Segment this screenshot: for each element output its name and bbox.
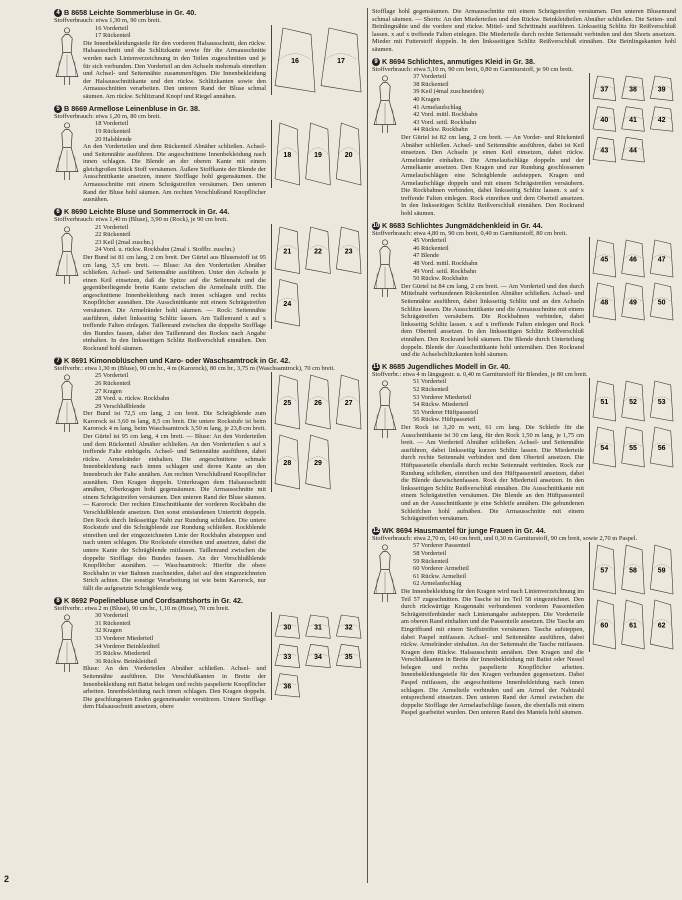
pattern-piece-number: 25	[283, 400, 292, 408]
fashion-figure-illustration	[54, 224, 80, 284]
pattern-section	[54, 596, 364, 711]
section-body	[372, 378, 676, 522]
pattern-piece-number: 45	[600, 256, 609, 264]
fabric-requirement: Stoffverbrauch: etwa 1,20 m, 80 cm breit.	[54, 112, 161, 120]
pattern-piece-item: 44 Rückw. Rockbahn	[413, 126, 468, 134]
pattern-piece-number: 49	[629, 299, 637, 307]
pattern-piece-item: 16 Vorderteil	[95, 24, 129, 32]
fabric-requirement: Stoffverbrauch: etwa 2,70 m, 140 cm breit, und 0,30 m Garniturstoff, 90 cm breit, sowie 2,70 m Paspel.	[372, 534, 638, 542]
sewing-instructions: Der Gürtel ist 84 cm lang, 2 cm breit. — Am Vorderteil und den durch Mittelnaht verbundenen Rückenteilen Abnäher schließen. Achsel- und Seitennähte ausführen, dabei linksseitig Schlitz und an den Achseln Schlitze lassen. Die Ausschnittkante und die Armausschnitte mit einem Schrägstreifen versäubern. Die Rockbahnen verbinden, dabei linksseitig Schlitz lassen. x auf x treffende Falten einlegen und Rock dem Oberteil ansetzen. In den linksseitigen Schlitz Reißverschluß einnähen. Den Rockrand hohl säumen. Die Blende durch Unterteilung doppeln. Blende der Ausschnittkante hohl unternähen. Den Rockrand und die Achselschlitzkanten hohl säumen.	[401, 282, 584, 359]
sewing-instructions: Der Gürtel ist 82 cm lang, 2 cm breit. — An Vorder- und Rückenteil Abnäher schließen. Achsel- und Seitennähte ausführen, dabei ist Keil einsetzen. Den Achseln je einen Keil einsetzen, dabei rückw. Armelränder einhalten. Die Armelaufschläge doppeln und der Armelkante ansetzen. Den Kragen und zur Rundung geschlossenen Armelaufschlägen eine Schrägblende aufsteppen. Kragen und Armelaufschläge doppeln und mit einem Schrägstreifen versäubern. Die Rockbahnen verbinden, dabei linksseitig Schlitz lassen. x auf x treffende Falten einlegen. Rock einreihen und dem Oberteil ansetzen. In den linksseitigen Schlitz Reißverschluß einnähen. Den Rockrand hohl säumen.	[401, 134, 584, 217]
model-code: K 8690	[64, 206, 88, 216]
section-heading	[54, 356, 364, 365]
pattern-piece-number: 27	[344, 400, 353, 408]
sewing-instructions: Der Bund ist 72,5 cm lang, 2 cm breit. Die Schrägblende zum Karorock ist 3,60 m lang, 8,5 cm breit. Die untere Rockstufe ist beim Karorock 4 m lang, beim Waschsamtrock 3,50 m lang, je 23,8 cm breit. Der Gürtel ist 95 cm lang, 4 cm breit. — Bluse: An den Vorderteilen und dem Rückenteil Abnäher schließen. An den Vorderteilen x auf x treffende Falte einbügeln. Achsel- und Seitennähte ausführen, dabei rückw. Armelränder einhalten. Die angeschnittene schmale Innenbekleidung nach innen schlagen und deren Kante an den Innenbruch der Falte annähen. Am rechten Verschlußrand Knopflöcher ausnähen. Den Kragen doppeln. Unterkragen dem Halsausschnitt annähen, Oberkragen hohl gegensäumen. Die Armausschnitte mit einem Schrägstreifen versäumen. Den unteren Rand der Bluse säumen. — Karorock: Der rechten Einschnittkante der vorderen Rockbahn die Verschlußblende ansetzen. Den sonst entstandenen Untertritt doppeln. Den Rock durch linksseitige Naht zur Rundung schließen. Die untere Rockstufe und die Schrägblende zur Rundung schließen. Rockblende einreihen und der eingezeichneten Linie der Rockbahn absteppen und nach unten schlagen. Die Rockstufe einreihen und ansetzen, dabei die untere Kante der Schrägblende mitfassen. Taillenrand zwischen die doppelte Stofflage des Bundes fassen. An der Verschlußblende Knopflöcher ausnähen. — Waschsamtrock: Hierfür die obere Rockbahn in vier Bahnen zuschneiden, dabei auf den eingezeichneten Strich achten. Die sonstige Verarbeitung ist wie beim Karorock, nur fällt die aufgesetzte Schrägblende weg.	[83, 410, 266, 592]
sewing-instructions: Die Innenbekleidung für den Kragen wird nach Linienverzeichnung im Teil 57 zugeschnitten. Die Tasche ist im Teil 58 eingezeichnet. Den durch rückwärtige Kragennaht verbundenen vorderen Passenteilen Schrägstreifenbänder nach Linienangabe aufsteppen. Die Vorderteile am oberen Rand einhalten und die Passenteile ansetzen. Die Tasche am Eingriffrand mit einem Stoffstreifen versäumen. Tasche aufsteppen, dabei Paspel mitfassen. Achsel- und Seitennähte ausführen, dabei rückw. Armelränder einhalten. An der Seitennaht die Tasche mitfassen. Kragen dem Rückw. Halsausschnitt annähen. Den Kragen und die Verschlußkanten in Breite der Innenbekleidung mit Batist oder Nessel belegen und rechts paspelierte Knopflöcher arbeiten. Innenbekleidungsteile für den Kragen verbunden gegensetzen. Dabei Paspel mitfassen, die angeschnittene Innenbekleidung nach innen schlagen. Die Armelteile verbinden und am Armel der Nahtzahl entsprechend einsetzen. Den unteren Rand der Armel zwischen die doppelte Stofflage der Armelaufschläge fassen, die ebenfalls mit einem Paspel gearbeitet wurden. Den unteren Rand des Mantels hohl säumen.	[401, 587, 584, 717]
pattern-piece-item: 31 Rückenteil	[95, 619, 131, 627]
model-code: B 8658	[64, 8, 88, 17]
model-title: Schlichtes, anmutiges Kleid in Gr. 38.	[407, 56, 536, 66]
pattern-piece-item: 28 Vord. u. rückw. Rockbahn	[95, 395, 170, 403]
model-code: K 8692	[64, 595, 88, 605]
pattern-piece-item: 27 Kragen	[95, 387, 122, 395]
pattern-piece-number: 52	[629, 399, 637, 407]
pattern-piece-item: 33 Vorderer Miederteil	[95, 635, 154, 642]
pattern-piece-list	[83, 372, 266, 410]
pattern-piece-item: 60 Vorderer Armelteil	[413, 565, 469, 573]
section-number: 5	[54, 105, 62, 113]
instructions	[83, 372, 266, 592]
pattern-piece-number: 40	[600, 117, 609, 125]
pattern-piece-item: 55 Vorderer Hüftpasseteil	[413, 408, 479, 416]
section-heading	[54, 8, 364, 17]
pattern-piece-item: 17 Rückenteil	[95, 32, 131, 40]
pattern-diagram	[271, 372, 364, 492]
fashion-figure-illustration	[54, 612, 80, 672]
pattern-piece-item: 52 Rückenteil	[413, 386, 449, 393]
model-title: Schlichtes Jungmädchenkleid in Gr. 44.	[407, 220, 543, 230]
pattern-piece-number: 37	[600, 86, 609, 94]
pattern-piece-number: 47	[657, 256, 666, 264]
pattern-piece-item: 30 Vorderteil	[95, 612, 129, 620]
pattern-piece-item: 20 Halsblende	[95, 135, 132, 143]
pattern-piece-item: 25 Vorderteil	[95, 372, 129, 380]
pattern-piece-item: 45 Vorderteil	[413, 237, 447, 245]
pattern-piece-number: 32	[344, 624, 353, 632]
pattern-piece-item: 43 Vord. seitl. Rockbahn	[413, 118, 477, 126]
section-body	[54, 372, 364, 592]
pattern-piece-number: 34	[314, 654, 322, 662]
instructions	[83, 25, 266, 101]
model-title: Leichte Bluse und Sommerrock in Gr. 44.	[89, 206, 230, 216]
pattern-piece-number: 28	[283, 460, 292, 468]
pattern-piece-number: 17	[337, 57, 345, 65]
pattern-section	[372, 57, 676, 218]
fabric-requirement: Stoffverbr.: etwa 2 m (Bluse), 90 cm br., 1,10 m (Hose), 70 cm breit.	[54, 604, 230, 612]
fashion-figure-illustration	[372, 237, 398, 297]
left-column	[54, 8, 364, 714]
instructions	[401, 73, 584, 217]
section-number: 12	[372, 527, 380, 534]
pattern-piece-item: 59 Rückenteil	[413, 557, 449, 565]
fashion-figure-illustration	[372, 542, 398, 602]
pattern-piece-item: 36 Rückw. Beinkleidteil	[95, 657, 157, 665]
pattern-piece-item: 26 Rückenteil	[95, 379, 131, 387]
pattern-piece-item: 50 Rückw. Rockbahn	[413, 275, 468, 283]
instructions	[83, 612, 266, 711]
pattern-piece-number: 26	[314, 400, 322, 408]
pattern-piece-number: 23	[344, 247, 353, 255]
pattern-piece-number: 44	[629, 147, 637, 155]
pattern-piece-number: 43	[600, 147, 609, 155]
model-code: K 8691	[64, 355, 88, 365]
pattern-piece-item: 57 Vorderer Passenteil	[413, 542, 471, 550]
model-code: B 8669	[64, 103, 88, 113]
pattern-section	[372, 526, 676, 717]
instructions	[83, 120, 266, 204]
right-column	[372, 8, 676, 720]
pattern-piece-number: 39	[657, 86, 666, 94]
model-title: Jugendliches Modell in Gr. 40.	[407, 361, 511, 371]
pattern-piece-number: 18	[283, 152, 292, 160]
pattern-piece-number: 59	[657, 567, 666, 575]
pattern-piece-list	[401, 73, 584, 134]
sewing-instructions: Bluse: An den Vorderteilen Abnäher schließen. Achsel- und Seitennähte ausführen. Die Verschlußkanten in Breite der Innenbekleidung mit Batist belegen und rechts paspelierte Knopflöcher arbeiten. Innenbekleidung nach innen schlagen. Den Kragen doppeln. Die geschlungenen Enden gegeneinander verstürzen. Untere Stofflage dem Halsausschnitt ansetzen, obere	[83, 665, 266, 711]
section-number: 11	[372, 363, 380, 370]
model-title: Hausmantel für junge Frauen in Gr. 44.	[413, 525, 546, 535]
pattern-piece-item: 19 Rückenteil	[95, 127, 131, 135]
pattern-diagram	[271, 120, 364, 188]
section-body	[54, 612, 364, 711]
section-body	[372, 73, 676, 217]
column-divider	[367, 8, 368, 883]
instructions	[83, 224, 266, 353]
pattern-piece-item: 46 Rückenteil	[413, 244, 449, 252]
fashion-figure-illustration	[372, 73, 398, 133]
model-code: K 8685	[382, 361, 406, 371]
pattern-piece-item: 48 Vord. mittl. Rockbahn	[413, 260, 478, 267]
section-body	[54, 120, 364, 204]
section-number: 9	[372, 58, 380, 66]
section-number: 10	[372, 222, 380, 229]
pattern-piece-number: 42	[657, 117, 666, 125]
model-title: Popelinebluse und Cordsamtshorts in Gr. 42.	[89, 595, 243, 605]
section-body	[372, 542, 676, 717]
pattern-piece-number: 41	[629, 117, 637, 125]
continued-text: Stofflage hohl gegensäumen. Die Armausschnitte mit einem Schrägstreifen versäumen. Den unteren Blusenrand schmal säumen. — Shorts: An den Miederteilen und den Rückw. Beinkleidteilen Abnäher schließen. Die Seiten- und Beinlingnähte und die vordere und rückw. Mittel- und Schrittnaht ausführen. Linksseitig Schlitz für Reißverschluß lassen. x auf x treffende Falten einlegen. Die Miederteile durch rechte Seitennaht verbinden und den Shorts ansetzen. Mieder mit Futterstoff doppeln. In den linksseitigen Schlitz Reißverschluß einnähen. Die Beinlingskanten hohl säumen.	[372, 8, 676, 53]
pattern-piece-item: 24 Vord. u. rückw. Rockbahn (2mal i. Stoffbr. zuschn.)	[95, 246, 235, 254]
pattern-diagram	[271, 25, 364, 95]
pattern-piece-number: 21	[283, 247, 292, 255]
pattern-section	[54, 356, 364, 593]
pattern-piece-number: 33	[283, 654, 292, 662]
section-body	[54, 224, 364, 353]
instructions	[401, 378, 584, 522]
pattern-piece-list	[401, 237, 584, 283]
pattern-piece-item: 62 Armelaufschlag	[413, 580, 462, 588]
model-title: Armellose Leinenbluse in Gr. 38.	[88, 103, 200, 113]
pattern-piece-number: 24	[283, 300, 292, 308]
instructions	[401, 542, 584, 717]
fashion-figure-illustration	[54, 25, 80, 85]
model-title: Kimonoblüschen und Karo- oder Waschsamtrock in Gr. 42.	[89, 355, 291, 365]
section-heading	[372, 57, 676, 66]
pattern-piece-list	[83, 25, 266, 40]
pattern-piece-number: 36	[283, 683, 292, 691]
pattern-piece-number: 35	[344, 654, 353, 662]
section-heading	[54, 207, 364, 216]
section-body	[372, 237, 676, 359]
pattern-piece-item: 39 Keil (4mal zuschneiden)	[413, 88, 484, 96]
pattern-piece-item: 23 Keil (2mal zuschn.)	[95, 238, 154, 246]
pattern-piece-number: 31	[314, 624, 322, 632]
pattern-piece-item: 47 Blende	[413, 252, 440, 260]
pattern-piece-number: 48	[600, 299, 609, 307]
section-heading	[372, 526, 676, 535]
pattern-piece-item: 53 Vorderer Miederteil	[413, 393, 472, 401]
pattern-piece-number: 54	[600, 445, 609, 453]
pattern-piece-number: 61	[629, 622, 637, 630]
page-number: 2	[4, 874, 10, 884]
model-code: K 8694	[382, 56, 406, 66]
pattern-piece-item: 61 Rückw. Armelteil	[413, 572, 467, 580]
pattern-piece-list	[83, 612, 266, 665]
sewing-instructions: An den Vorderteilen und dem Rückenteil Abnäher schließen. Achsel- und Seitennähte ausführen. Die angeschnittene Innenbekleidung nach innen schlagen. Die Blende an der oberen Kante mit einem gleichgroßen Stück Stoff versäumen. Äußere Stoffkante der Blende der Ausschnittkante ansetzen, innere Stofflage hohl gegensäumen. Die Armausschnitte mit einem Schrägstreifen versäumen. Den unteren Rand der Bluse hohl säumen. Am rechten Verschlußrand Knopflöcher ausnähen.	[83, 143, 266, 204]
pattern-piece-number: 55	[629, 445, 637, 453]
pattern-piece-item: 49 Vord. seitl. Rockbahn	[413, 267, 477, 275]
sewing-instructions: Die Innenbekleidungsteile für den vorderen Halsausschnitt, den rückw. Halsausschnitt und die Schlitzkante sowie für die Armausschnitte werden nach Linienverzeichnung in den Teilen zugeschnitten und je für sich verbunden. Den Vorderteil an den Achseln mehrmals einreihen und Achsel- und Seitennähte zusammenfügen. Die Innenbekleidung der Halsausschnittkante und den rückw. Schlitzkanten sowie den Armausschnitten verarbeiten. Den unteren Rand der Bluse schmal säumen. Am rückw. Schlitzrand Knopf und Riegel annähen.	[83, 39, 266, 101]
pattern-piece-number: 58	[629, 567, 637, 575]
pattern-section	[372, 221, 676, 359]
sewing-instructions: Der Bund ist 81 cm lang, 2 cm breit. Der Gürtel aus Blusenstoff ist 95 cm lang, 3,5 cm breit. — Bluse: An den Vorderteilen Abnäher schließen. Achsel- und Seitennähte ausführen. Unter den Achseln je einen Keil einsetzen, daß die Spitze auf die Seitennaht und die gegenüberliegende breite Kante zwischen die Armelnaht trifft. Die angeschnittene Innenbekleidung nach innen schlagen und rechts Knopflöcher ausnähen. Die Ausschnittkante mit einem Schrägstreifen versäumen. Die Armelränder hohl säumen. — Rock: Seitennähte ausführen, dabei linksseitig Schlitz lassen. Am Taillenrand x auf x treffende Falten einlegen. Taillenrand zwischen die doppelte Stofflage des Bundes fassen, dabei den Taillenrand des Rockes nach Angabe einhalten. In den linksseitigen Schlitz Reißverschluß einnähen. Den Rockrand hohl säumen.	[83, 253, 266, 353]
pattern-piece-item: 37 Vorderteil	[413, 73, 447, 81]
pattern-piece-item: 56 Rückw. Hüftpasseteil	[413, 416, 476, 424]
pattern-piece-item: 21 Vorderteil	[95, 223, 129, 231]
pattern-piece-item: 40 Kragen	[413, 96, 440, 104]
sewing-instructions: Der Rock ist 3,20 m weit, 61 cm lang. Die Schleife für die Ausschnittkante ist 30 cm lang, für den Rock 1,50 m lang, je 1,75 cm breit. — Am Vorderteil Abnäher schließen. Achsel- und Seitennähte ausführen, dabei linksseitig kurzen Schlitz lassen. Die Miederteile durch rechte Seitennaht verbinden und dem Oberteil ansetzen. Die Hüftpasseteile ebenfalls durch rechte Seitennaht verbinden. Rock zur Rundung schließen, einreihen und den Hüftpassenteil ansetzen, dabei die Blende dazwischenfassen. Rock der Miederteil ansetzen. In den linksseitigen Schlitz Reißverschluß einnähen. Die Ausschnittkante mit einem Schrägstreifen versäumen. Die Blende an den Hüftpassenteil und an der Ausschnittkante je eine Schleife annähen. Die gebundenen Schleifchen hohl aufnähen. Die Armausschnitte mit einem Schrägstreifen versäumen.	[401, 423, 584, 523]
pattern-piece-number: 51	[600, 399, 609, 407]
pattern-diagram	[589, 378, 676, 470]
pattern-piece-item: 18 Vorderteil	[95, 120, 129, 128]
section-number: 7	[54, 357, 62, 365]
pattern-piece-number: 16	[291, 57, 299, 65]
pattern-piece-item: 42 Vord. mittl. Rockbahn	[413, 111, 478, 119]
pattern-diagram	[589, 237, 676, 323]
pattern-piece-number: 38	[629, 86, 637, 94]
pattern-piece-item: 41 Armelaufschlag	[413, 103, 462, 111]
fabric-requirement: Stoffverbr.: etwa 4 m längsgestr. u. 0,40 m Garniturstoff für Blenden, je 80 cm breit.	[372, 370, 588, 378]
instructions	[401, 237, 584, 359]
section-heading	[54, 104, 364, 113]
section-heading	[54, 596, 364, 605]
pattern-piece-item: 38 Rückenteil	[413, 80, 449, 88]
section-body	[54, 25, 364, 101]
fabric-requirement: Stoffverbr.: etwa 1,30 m (Bluse), 90 cm br., 4 m (Karorock), 80 cm br., 3,75 m (Waschsamtrock), 70 cm breit.	[54, 364, 335, 372]
pattern-diagram	[271, 612, 364, 700]
pattern-piece-number: 30	[283, 624, 292, 632]
section-number: 4	[54, 9, 62, 17]
pattern-piece-list	[401, 542, 584, 588]
pattern-piece-list	[83, 224, 266, 254]
pattern-diagram	[589, 73, 676, 165]
fashion-figure-illustration	[54, 120, 80, 180]
pattern-section	[54, 8, 364, 101]
section-number: 6	[54, 208, 62, 216]
pattern-piece-item: 34 Vorderer Beinkleidteil	[95, 642, 160, 650]
fashion-figure-illustration	[54, 372, 80, 432]
pattern-piece-list	[83, 120, 266, 143]
pattern-piece-number: 20	[344, 152, 353, 160]
pattern-piece-list	[401, 378, 584, 424]
fabric-requirement: Stoffverbrauch: etwa 1,40 m (Bluse), 3,90 m (Rock), je 90 cm breit.	[54, 215, 228, 223]
pattern-piece-number: 46	[629, 256, 637, 264]
pattern-piece-item: 22 Rückenteil	[95, 231, 131, 239]
pattern-piece-item: 32 Kragen	[95, 627, 122, 635]
pattern-diagram	[589, 542, 676, 652]
fashion-figure-illustration	[372, 378, 398, 438]
pattern-piece-number: 56	[657, 445, 666, 453]
pattern-piece-item: 58 Vorderteil	[413, 549, 447, 557]
fabric-requirement: Stoffverbrauch: etwa 5,10 m, 90 cm breit, 0,80 m Garniturstoff, je 90 cm breit.	[372, 65, 574, 73]
section-heading	[372, 362, 676, 371]
model-code: K 8683	[382, 220, 406, 230]
pattern-piece-number: 57	[600, 567, 609, 575]
pattern-piece-number: 53	[657, 399, 666, 407]
pattern-section	[54, 104, 364, 204]
fabric-requirement: Stoffverbrauch: etwa 4,80 m, 90 cm breit, 0,40 m Garniturstoff, 80 cm breit.	[372, 229, 567, 237]
section-heading	[372, 221, 676, 230]
pattern-piece-number: 60	[600, 622, 609, 630]
pattern-piece-item: 51 Vorderteil	[413, 378, 447, 386]
fabric-requirement: Stoffverbrauch: etwa 1,30 m, 90 cm breit.	[54, 17, 161, 25]
pattern-piece-number: 19	[314, 152, 322, 160]
model-code: WK 8694	[382, 525, 412, 535]
section-number: 8	[54, 597, 62, 605]
pattern-piece-item: 35 Rückw. Miederteil	[95, 650, 151, 658]
pattern-piece-number: 50	[657, 299, 666, 307]
model-title: Leichte Sommerbluse in Gr. 40.	[89, 8, 197, 17]
pattern-piece-item: 54 Rückw. Miederteil	[413, 401, 469, 409]
pattern-piece-item: 29 Verschlußblende	[95, 402, 146, 410]
pattern-piece-number: 29	[314, 460, 322, 468]
pattern-piece-number: 22	[314, 247, 322, 255]
pattern-section	[372, 362, 676, 523]
pattern-piece-number: 62	[657, 622, 666, 630]
pattern-diagram	[271, 224, 364, 329]
pattern-section	[54, 207, 364, 353]
